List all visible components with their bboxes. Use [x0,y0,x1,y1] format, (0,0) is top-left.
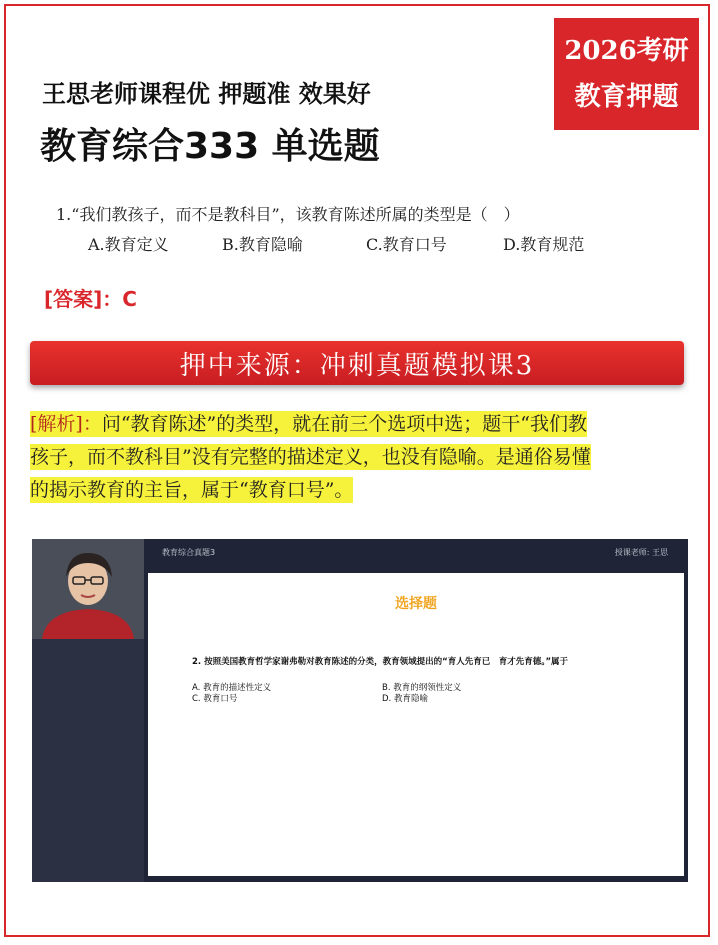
answer-label: [答案]：C [44,287,137,311]
slide [148,573,684,876]
slide-title: 选择题 [395,596,437,612]
lecture-screenshot [32,539,688,882]
source-label: 押中来源：冲刺真题模拟课3 [179,350,535,381]
question-text: 1.“我们教孩子，而不是教科目”，该教育陈述所属的类型是（ ） [56,205,520,224]
analysis-line-2: 孩子，而不教科目”没有完整的描述定义，也没有隐喻。是通俗易懂 [30,446,591,468]
slide-option-a: A. 教育的描述性定义 [192,683,272,693]
analysis-line-1: 问“教育陈述”的类型，就在前三个选项中选；题干“我们教 [101,413,587,435]
teacher-avatar-icon [32,539,144,639]
option-c: C.教育口号 [366,235,447,254]
option-a: A.教育定义 [88,235,169,254]
exam-badge [554,18,699,130]
slide-option-c: C. 教育口号 [192,694,238,704]
teacher-webcam [32,539,144,639]
slide-option-d: D. 教育隐喻 [382,694,428,704]
source-banner [30,341,684,385]
left-panel [32,639,144,882]
badge-line-1: 2026考研 [564,36,689,66]
slide-question: 2. 按照美国教育哲学家谢弗勒对教育陈述的分类，教育领域提出的“育人先育已 育才先育德。”属于 [192,657,569,667]
analysis-line-3: 的揭示教育的主旨，属于“教育口号”。 [30,479,354,501]
slide-option-b: B. 教育的纲领性定义 [382,683,462,693]
badge-line-2: 教育押题 [574,82,679,112]
teacher-name: 授课老师: 王思 [614,548,668,557]
option-d: D.教育规范 [503,235,585,254]
analysis-block [30,408,690,507]
course-name: 教育综合真题3 [162,548,216,557]
page-title: 教育综合333 单选题 [40,126,380,167]
option-b: B.教育隐喻 [222,235,303,254]
page-subtitle: 王思老师课程优 押题准 效果好 [42,80,371,108]
analysis-tag: [解析]： [30,413,102,435]
